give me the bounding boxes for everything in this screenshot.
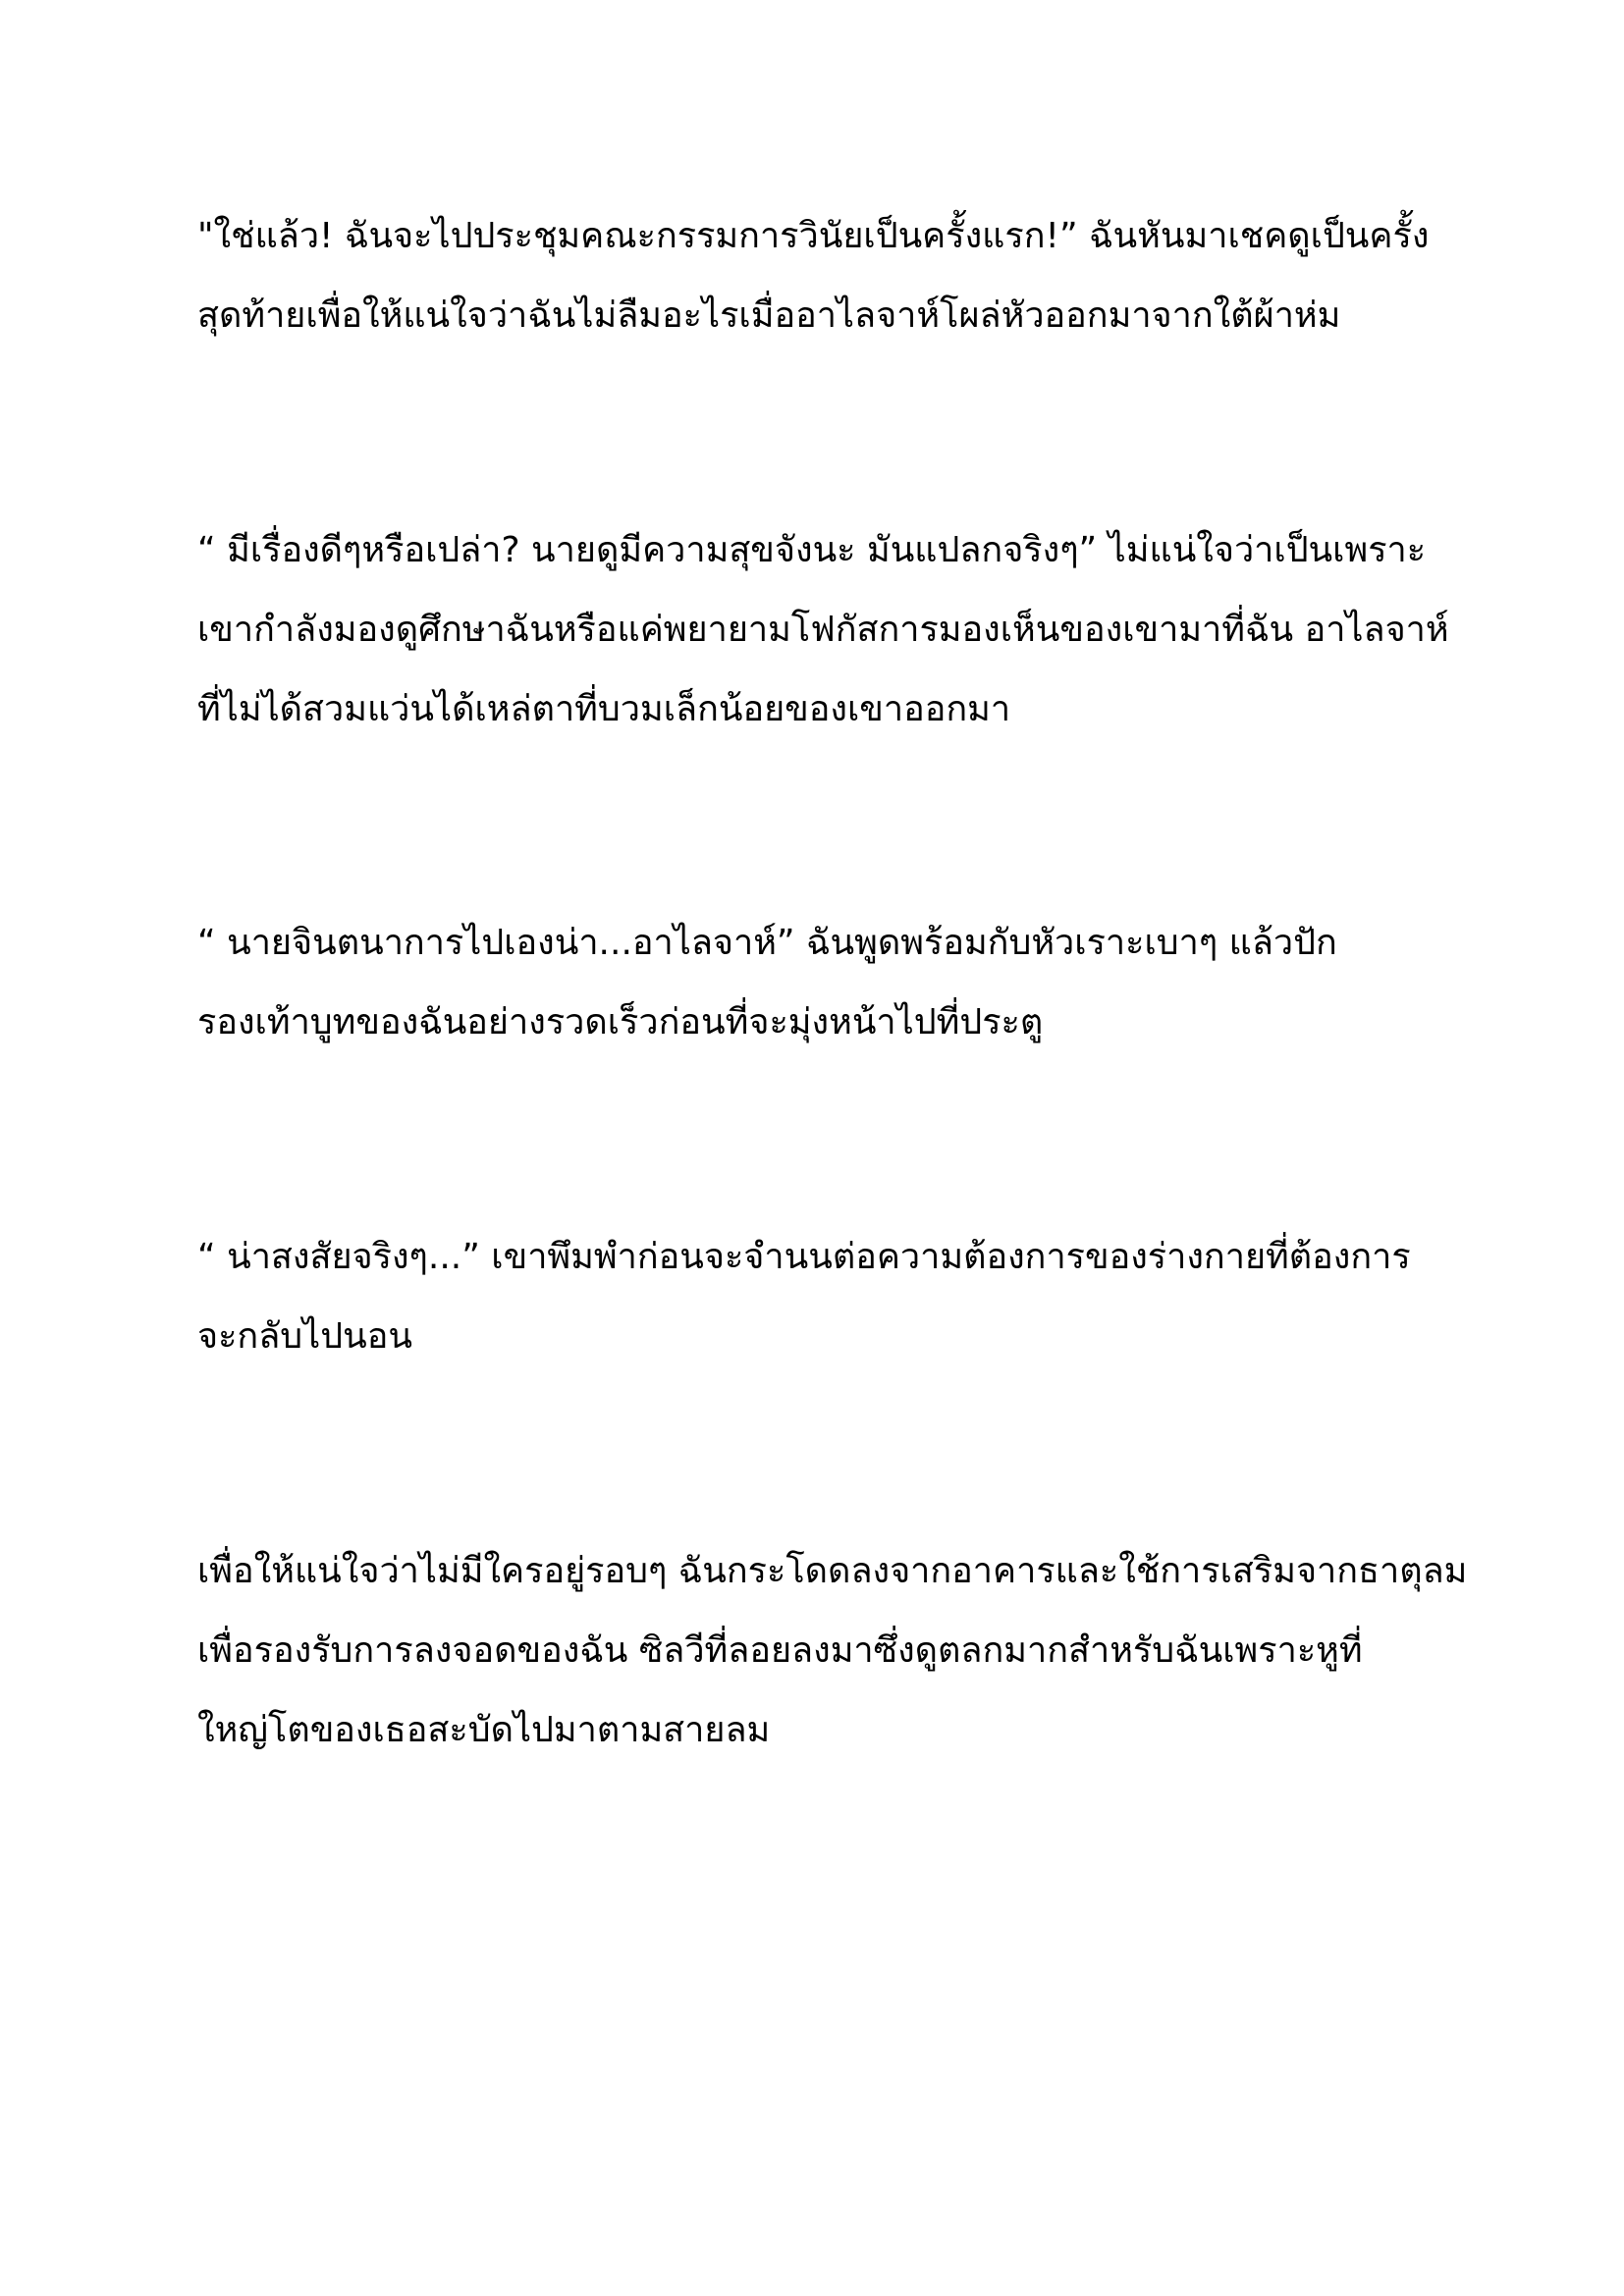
paragraph-4-line-1: “ น่าสงสัยจริงๆ...” เขาพึมพำก่อนจะจำนนต่อความต้องการของร่างกายที่ต้องการ xyxy=(197,1237,1411,1277)
paragraph-1-line-1: "ใช่แล้ว! ฉันจะไปประชุมคณะกรรมการวินัยเป็นครั้งแรก!” ฉันหันมาเชคดูเป็นครั้ง xyxy=(197,216,1430,256)
paragraph-5 xyxy=(197,1531,1468,1770)
paragraph-5-line-1: เพื่อให้แน่ใจว่าไม่มีใครอยู่รอบๆ ฉันกระโดดลงจากอาคารและใช้การเสริมจากธาตุลม xyxy=(197,1551,1468,1591)
paragraph-5-line-3: ใหญ่โตของเธอสะบัดไปมาตามสายลม xyxy=(197,1710,771,1750)
paragraph-2-line-2: เขากำลังมองดูศึกษาฉันหรือแค่พยายามโฟกัสการมองเห็นของเขามาที่ฉัน อาไลจาห์ xyxy=(197,610,1449,650)
paragraph-1 xyxy=(197,196,1435,355)
paragraph-3 xyxy=(197,903,1435,1062)
paragraph-4 xyxy=(197,1217,1435,1376)
paragraph-2-line-1: “ มีเรื่องดีๆหรือเปล่า? นายดูมีความสุขจังนะ มันแปลกจริงๆ” ไม่แน่ใจว่าเป็นเพราะ xyxy=(197,530,1427,570)
paragraph-3-line-1: “ นายจินตนาการไปเองน่า...อาไลจาห์” ฉันพูดพร้อมกับหัวเราะเบาๆ แล้วปัก xyxy=(197,923,1337,963)
paragraph-2-line-3: ที่ไม่ได้สวมแว่นได้เหล่ตาที่บวมเล็กน้อยของเขาออกมา xyxy=(197,689,1011,729)
paragraph-5-line-2: เพื่อรองรับการลงจอดของฉัน ซิลวีที่ลอยลงมาซึ่งดูตลกมากสำหรับฉันเพราะหูที่ xyxy=(197,1630,1363,1671)
paragraph-2 xyxy=(197,510,1449,749)
paragraph-1-line-2: สุดท้ายเพื่อให้แน่ใจว่าฉันไม่ลืมอะไรเมื่ออาไลจาห์โผล่หัวออกมาจากใต้ผ้าห่ม xyxy=(197,295,1341,336)
paragraph-3-line-2: รองเท้าบูทของฉันอย่างรวดเร็วก่อนที่จะมุ่งหน้าไปที่ประตู xyxy=(197,1002,1044,1042)
paragraph-4-line-2: จะกลับไปนอน xyxy=(197,1316,412,1357)
